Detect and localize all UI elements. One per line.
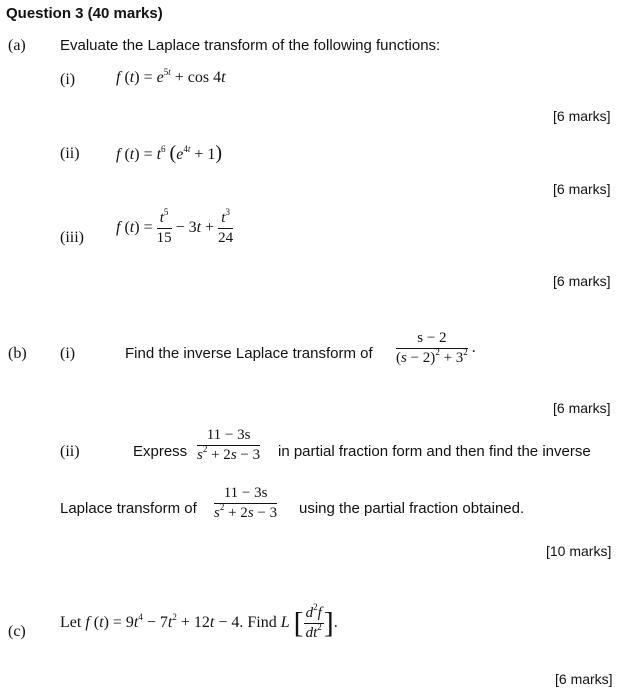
- part-b-ii-line2: Laplace transform of: [60, 500, 197, 517]
- part-c-operator: L: [280, 614, 290, 632]
- part-b-i-numerator: s − 2: [396, 331, 468, 349]
- part-b-ii-express: Express: [133, 443, 188, 460]
- part-a-ii-expression: f $(t) = t^6$ $(e^{4t} + 1)$: [116, 142, 223, 164]
- part-a-ii-label: (ii): [60, 145, 80, 162]
- part-c-label: (c): [8, 623, 26, 640]
- part-b-ii-label: (ii): [60, 443, 80, 460]
- part-b-ii-numerator-2: 11 − 3s: [214, 486, 277, 504]
- part-b-ii-fraction-2: $\frac{11 - 3s}{s^2 + 2s - 3}$: [214, 485, 278, 521]
- part-a-iii-marks: [6 marks]: [553, 273, 611, 289]
- part-a-iii-label: (iii): [60, 229, 84, 246]
- part-b-ii-fraction: $\frac{11 - 3s}{s^2 + 2s - 3}$: [197, 427, 261, 463]
- part-b-i-fraction: $\frac{s - 2}{(s - 2)^2 + 3^2}$ .: [396, 330, 476, 366]
- part-b-label: (b): [8, 345, 27, 362]
- part-a-i-expression: f $(t) = e^{5t} + \cos 4t$: [116, 67, 226, 86]
- part-a-iii-expression: f (t) = $\frac{t^5}{15}$ − 3t + $\frac{t^3}{24}$: [116, 207, 234, 246]
- part-b-ii-numerator: 11 − 3s: [197, 428, 260, 446]
- part-b-ii-text-after: in partial fraction form and then find the inverse: [278, 443, 591, 460]
- question-title: Question 3 (40 marks): [6, 5, 163, 22]
- part-a-i-label: (i): [60, 71, 76, 88]
- part-a-ii-marks: [6 marks]: [553, 181, 611, 197]
- part-c-let: Let: [60, 614, 82, 632]
- part-b-ii-line2-after: using the partial fraction obtained.: [299, 500, 525, 517]
- part-c-find: . Find: [239, 614, 277, 632]
- part-c-expression: Let f $(t) = 9t^4 - 7t^2 + 12t - 4$. Find L [ $\frac{d^2f}{dt^2}$ ].: [60, 602, 338, 641]
- part-b-ii-marks: [10 marks]: [546, 543, 612, 559]
- part-a-i-marks: [6 marks]: [553, 108, 611, 124]
- part-b-i-text: Find the inverse Laplace transform of: [125, 345, 373, 362]
- part-a-instruction: Evaluate the Laplace transform of the following functions:: [60, 37, 441, 54]
- part-b-i-marks: [6 marks]: [553, 400, 611, 416]
- part-c-marks: [6 marks]: [555, 671, 613, 687]
- part-a-label: (a): [8, 37, 26, 54]
- part-b-i-label: (i): [60, 345, 76, 362]
